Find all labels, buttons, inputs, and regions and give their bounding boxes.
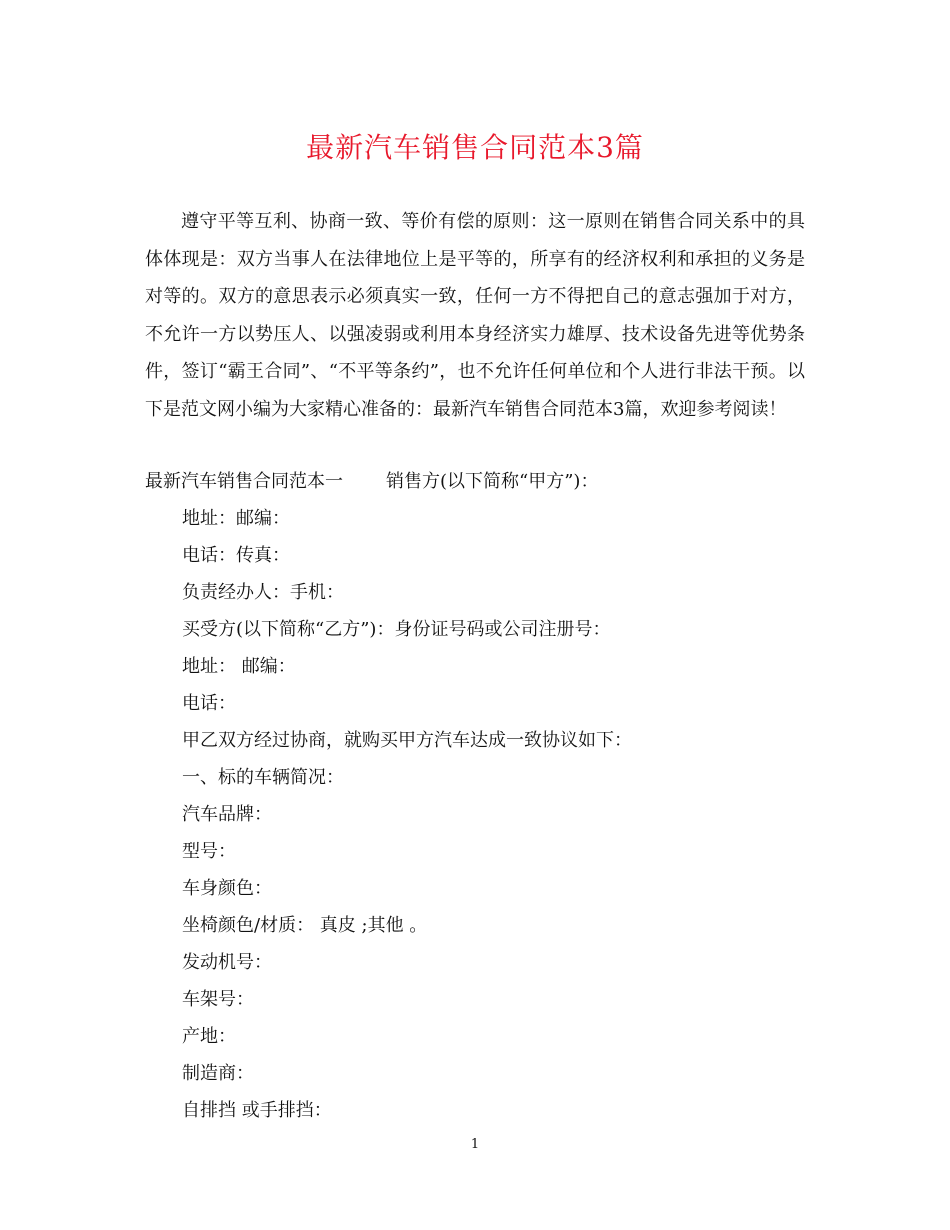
field-seller-address: 地址：邮编： bbox=[182, 508, 290, 529]
field-seller-phone: 电话：传真： bbox=[182, 545, 290, 566]
field-manufacturer: 制造商： bbox=[182, 1063, 254, 1084]
section-heading: 最新汽车销售合同范本一 bbox=[145, 471, 343, 492]
field-seller-manager: 负责经办人：手机： bbox=[182, 582, 344, 603]
field-buyer-label: 买受方(以下简称“乙方”)：身份证号码或公司注册号： bbox=[182, 619, 611, 640]
document-title: 最新汽车销售合同范本3篇 bbox=[306, 131, 644, 164]
intro-paragraph: 遵守平等互利、协商一致、等价有偿的原则：这一原则在销售合同关系中的具体体现是：双方当事人在法律地位上是平等的，所享有的经济权利和承担的义务是对等的。双方的意思表示必须真实一致，任何一方不得把自己的意志强加于对方，不允许一方以势压人、以强凌弱或利用本身经济实力雄厚、技术设备先进等优势条件，签订“霸王合同”、“不平等条约”，也不允许任何单位和个人进行非法干预。以下是范文网小编为大家精心准备的：最新汽车销售合同范本3篇，欢迎参考阅读！ bbox=[145, 211, 805, 420]
field-frame-number: 车架号： bbox=[182, 989, 254, 1010]
field-seat-color-material: 坐椅颜色/材质： 真皮 ;其他 。 bbox=[182, 915, 428, 936]
field-model: 型号： bbox=[182, 841, 236, 862]
clause-heading-vehicle: 一、标的车辆简况： bbox=[182, 767, 344, 788]
agreement-statement: 甲乙双方经过协商，就购买甲方汽车达成一致协议如下： bbox=[182, 730, 632, 751]
field-car-brand: 汽车品牌： bbox=[182, 804, 272, 825]
page-number: 1 bbox=[470, 1137, 480, 1152]
field-engine-number: 发动机号： bbox=[182, 952, 272, 973]
field-buyer-address: 地址： 邮编： bbox=[182, 656, 296, 677]
field-buyer-phone: 电话： bbox=[182, 693, 236, 714]
field-transmission: 自排挡 或手排挡： bbox=[182, 1100, 332, 1121]
seller-label: 销售方(以下简称“甲方”)： bbox=[386, 471, 599, 492]
field-body-color: 车身颜色： bbox=[182, 878, 272, 899]
field-origin: 产地： bbox=[182, 1026, 236, 1047]
